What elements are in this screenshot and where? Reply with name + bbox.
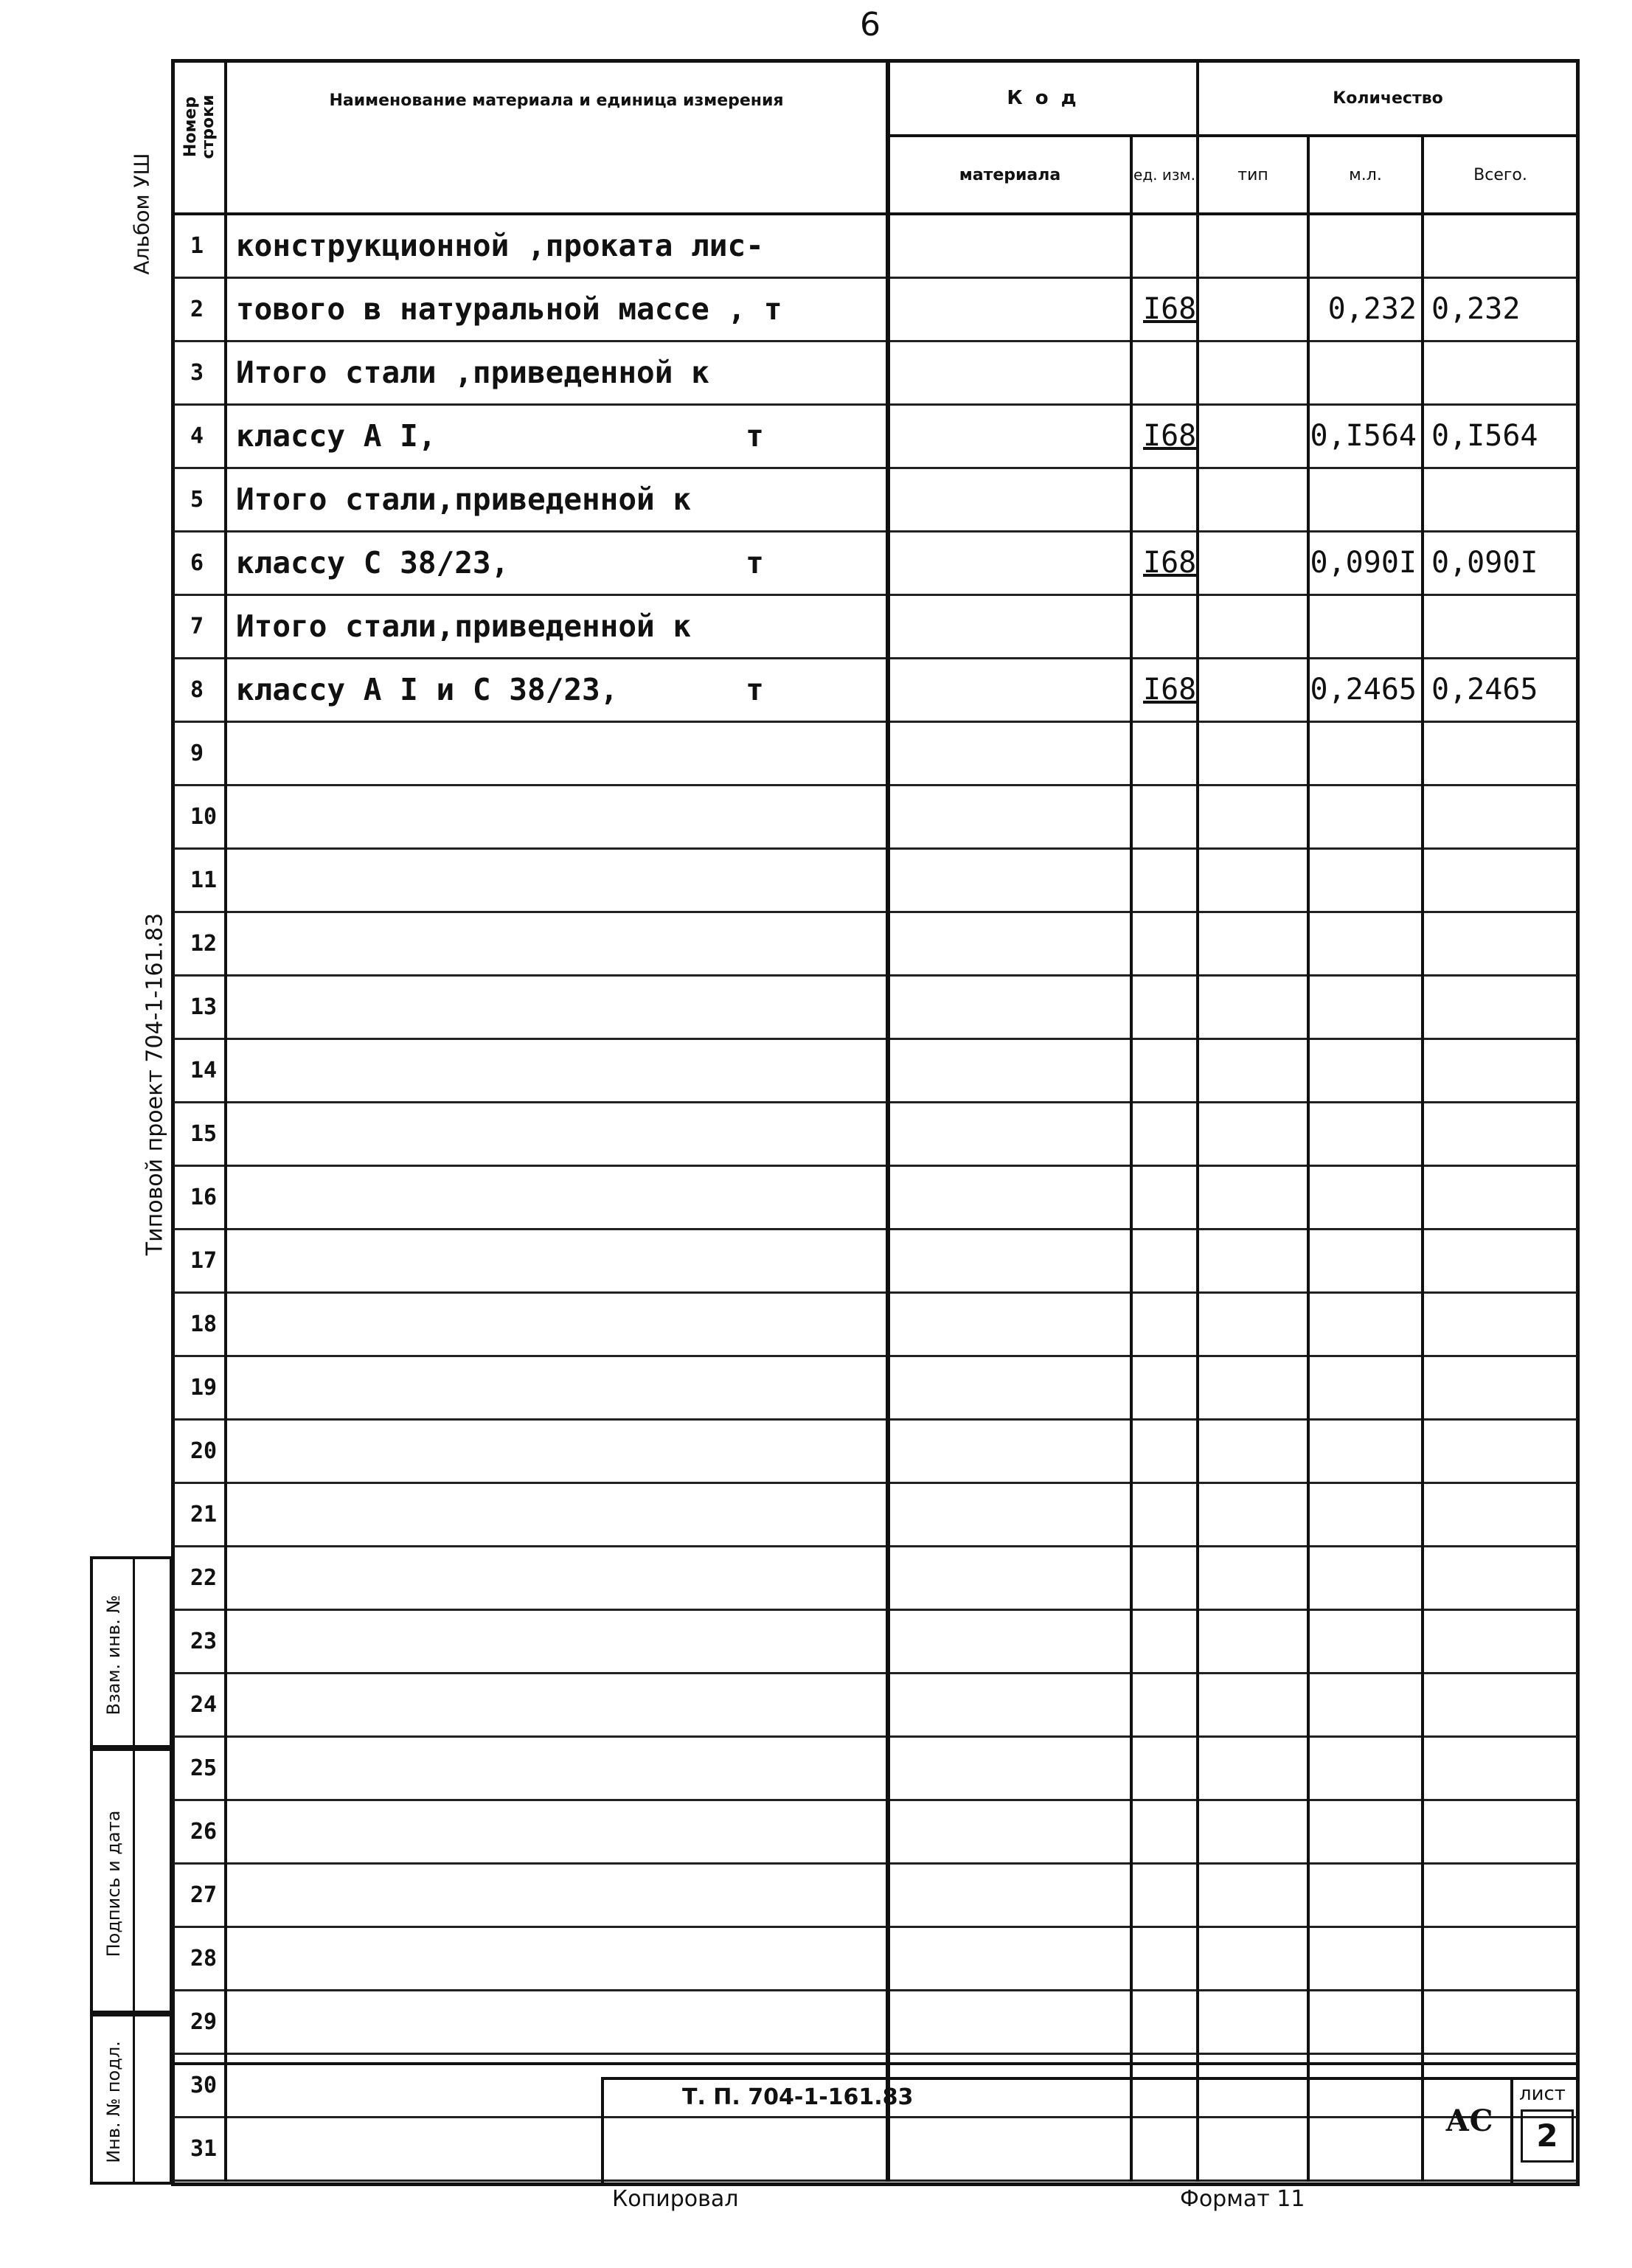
page-number: 6 xyxy=(860,6,881,44)
row-qty-type xyxy=(1198,785,1308,848)
table-row xyxy=(174,1673,1577,1736)
row-unit-code xyxy=(1131,594,1198,658)
row-unit-code xyxy=(1131,975,1198,1038)
header-qty-total: Всего. xyxy=(1423,136,1577,214)
row-number: 13 xyxy=(174,975,226,1038)
table-row xyxy=(174,1419,1577,1482)
row-material-code xyxy=(888,721,1131,785)
section-code: АС xyxy=(1445,2104,1493,2138)
row-number: 31 xyxy=(174,2117,226,2180)
row-name xyxy=(226,1546,888,1609)
row-qty-total xyxy=(1423,785,1577,848)
row-unit-code xyxy=(1131,1038,1198,1102)
row-number: 22 xyxy=(174,1546,226,1609)
row-material-code xyxy=(888,658,1131,721)
row-qty-ml: 0,090I xyxy=(1308,531,1423,594)
table-row xyxy=(174,1927,1577,1990)
row-qty-ml xyxy=(1308,341,1423,404)
header-qty-type: тип xyxy=(1198,136,1308,214)
stamp-label-signature: Подпись и дата xyxy=(103,1810,124,1957)
row-number: 6 xyxy=(174,531,226,594)
row-material-code xyxy=(888,1990,1131,2053)
row-qty-type xyxy=(1198,1736,1308,1800)
row-number: 11 xyxy=(174,848,226,912)
row-qty-ml xyxy=(1308,1356,1423,1419)
table-row xyxy=(174,1038,1577,1102)
stamp-replace-inv xyxy=(90,1556,173,1748)
row-name xyxy=(226,1356,888,1419)
stamp-label-replace: Взам. инв. № xyxy=(103,1595,124,1716)
row-qty-total xyxy=(1423,1546,1577,1609)
project-label: Типовой проект 704-1-161.83 xyxy=(142,912,168,1256)
row-number: 16 xyxy=(174,1165,226,1229)
table-row xyxy=(174,1990,1577,2053)
row-unit-code xyxy=(1131,341,1198,404)
row-material-code xyxy=(888,1800,1131,1863)
row-qty-ml xyxy=(1308,214,1423,277)
row-material-code xyxy=(888,341,1131,404)
row-unit-code xyxy=(1131,1736,1198,1800)
row-unit-code xyxy=(1131,1609,1198,1673)
row-unit-code xyxy=(1131,785,1198,848)
row-qty-type xyxy=(1198,531,1308,594)
row-material-code xyxy=(888,1038,1131,1102)
specification-table xyxy=(174,62,1577,2182)
row-unit-code xyxy=(1131,1165,1198,1229)
row-number: 14 xyxy=(174,1038,226,1102)
row-qty-total xyxy=(1423,975,1577,1038)
row-qty-ml xyxy=(1308,785,1423,848)
row-number: 21 xyxy=(174,1482,226,1546)
row-qty-type xyxy=(1198,1292,1308,1356)
row-qty-ml xyxy=(1308,1673,1423,1736)
row-qty-ml: 0,2465 xyxy=(1308,658,1423,721)
header-quantity: Количество xyxy=(1198,62,1577,136)
table-row xyxy=(174,1546,1577,1609)
row-qty-type xyxy=(1198,404,1308,468)
header-qty-ml: м.л. xyxy=(1308,136,1423,214)
row-qty-total xyxy=(1423,1356,1577,1419)
row-name xyxy=(226,1419,888,1482)
row-qty-type xyxy=(1198,1038,1308,1102)
row-qty-total xyxy=(1423,594,1577,658)
row-name xyxy=(226,975,888,1038)
row-qty-ml xyxy=(1308,1736,1423,1800)
row-material-code xyxy=(888,785,1131,848)
row-name xyxy=(226,1609,888,1673)
row-name xyxy=(226,1038,888,1102)
row-unit-code xyxy=(1131,214,1198,277)
row-qty-ml xyxy=(1308,1292,1423,1356)
row-qty-total: 0,2465 xyxy=(1423,658,1577,721)
row-material-code xyxy=(888,214,1131,277)
row-qty-total xyxy=(1423,721,1577,785)
row-number: 19 xyxy=(174,1356,226,1419)
sheet-number: 2 xyxy=(1521,2109,1574,2163)
row-name: Итого стали ,приведенной к xyxy=(226,341,888,404)
row-qty-ml xyxy=(1308,912,1423,975)
row-material-code xyxy=(888,975,1131,1038)
row-number: 8 xyxy=(174,658,226,721)
row-unit-code xyxy=(1131,1419,1198,1482)
row-qty-type xyxy=(1198,1482,1308,1546)
row-qty-total xyxy=(1423,214,1577,277)
row-name xyxy=(226,1863,888,1927)
row-qty-total: 0,090I xyxy=(1423,531,1577,594)
row-material-code xyxy=(888,1229,1131,1292)
row-name xyxy=(226,1165,888,1229)
row-number: 28 xyxy=(174,1927,226,1990)
row-unit-code: I68 xyxy=(1131,404,1198,468)
table-row xyxy=(174,341,1577,404)
row-qty-ml xyxy=(1308,721,1423,785)
row-qty-ml xyxy=(1308,1102,1423,1165)
row-unit-code: I68 xyxy=(1131,277,1198,341)
row-qty-total xyxy=(1423,1736,1577,1800)
row-number: 23 xyxy=(174,1609,226,1673)
row-unit-code xyxy=(1131,1356,1198,1419)
row-name: конструкционной ,проката лис- xyxy=(226,214,888,277)
row-number: 29 xyxy=(174,1990,226,2053)
row-number: 20 xyxy=(174,1419,226,1482)
stamp-original-inv xyxy=(90,2014,173,2185)
table-row xyxy=(174,785,1577,848)
row-material-code xyxy=(888,1165,1131,1229)
row-qty-type xyxy=(1198,975,1308,1038)
table-row xyxy=(174,1165,1577,1229)
row-qty-type xyxy=(1198,1673,1308,1736)
row-unit-code xyxy=(1131,912,1198,975)
row-qty-total xyxy=(1423,1673,1577,1736)
row-qty-type xyxy=(1198,721,1308,785)
row-qty-ml xyxy=(1308,1482,1423,1546)
row-qty-total xyxy=(1423,848,1577,912)
row-qty-type xyxy=(1198,1863,1308,1927)
row-qty-ml xyxy=(1308,1800,1423,1863)
row-material-code xyxy=(888,1609,1131,1673)
row-name: классу С 38/23, т xyxy=(226,531,888,594)
row-qty-type xyxy=(1198,912,1308,975)
row-unit-code xyxy=(1131,721,1198,785)
format-label: Формат 11 xyxy=(1180,2186,1305,2212)
row-qty-total xyxy=(1423,1990,1577,2053)
stamp-label-original: Инв. № подл. xyxy=(103,2041,124,2163)
row-unit-code xyxy=(1131,1102,1198,1165)
row-material-code xyxy=(888,1482,1131,1546)
row-qty-ml xyxy=(1308,1546,1423,1609)
row-name xyxy=(226,848,888,912)
project-code: Т. П. 704-1-161.83 xyxy=(682,2084,914,2110)
table-row xyxy=(174,404,1577,468)
row-number: 5 xyxy=(174,468,226,531)
table-row xyxy=(174,975,1577,1038)
row-qty-total xyxy=(1423,1927,1577,1990)
row-qty-total xyxy=(1423,1609,1577,1673)
row-material-code xyxy=(888,404,1131,468)
row-name xyxy=(226,1292,888,1356)
row-qty-ml xyxy=(1308,975,1423,1038)
row-qty-ml xyxy=(1308,1038,1423,1102)
row-qty-ml xyxy=(1308,468,1423,531)
row-material-code xyxy=(888,277,1131,341)
table-row xyxy=(174,468,1577,531)
album-label: Альбом УШ xyxy=(129,153,154,275)
row-qty-total xyxy=(1423,1863,1577,1927)
row-name: Итого стали,приведенной к xyxy=(226,468,888,531)
row-qty-total xyxy=(1423,1419,1577,1482)
row-name xyxy=(226,1482,888,1546)
row-qty-total xyxy=(1423,468,1577,531)
row-unit-code xyxy=(1131,1863,1198,1927)
table-row xyxy=(174,721,1577,785)
row-unit-code xyxy=(1131,1546,1198,1609)
table-row xyxy=(174,1356,1577,1419)
row-qty-ml xyxy=(1308,1229,1423,1292)
row-unit-code xyxy=(1131,468,1198,531)
row-qty-ml xyxy=(1308,594,1423,658)
row-unit-code xyxy=(1131,1482,1198,1546)
row-qty-total xyxy=(1423,1165,1577,1229)
row-material-code xyxy=(888,912,1131,975)
row-unit-code xyxy=(1131,1229,1198,1292)
row-number: 9 xyxy=(174,721,226,785)
row-qty-ml xyxy=(1308,1609,1423,1673)
row-number: 3 xyxy=(174,341,226,404)
row-qty-total xyxy=(1423,1800,1577,1863)
row-qty-type xyxy=(1198,594,1308,658)
row-number: 7 xyxy=(174,594,226,658)
row-qty-total: 0,I564 xyxy=(1423,404,1577,468)
row-number: 12 xyxy=(174,912,226,975)
row-qty-type xyxy=(1198,1165,1308,1229)
row-material-code xyxy=(888,848,1131,912)
row-qty-type xyxy=(1198,848,1308,912)
row-unit-code: I68 xyxy=(1131,658,1198,721)
row-qty-ml xyxy=(1308,1165,1423,1229)
table-row xyxy=(174,1736,1577,1800)
row-qty-ml xyxy=(1308,1419,1423,1482)
row-unit-code: I68 xyxy=(1131,531,1198,594)
row-qty-type xyxy=(1198,277,1308,341)
row-qty-ml xyxy=(1308,1990,1423,2053)
row-qty-type xyxy=(1198,214,1308,277)
row-qty-type xyxy=(1198,1229,1308,1292)
row-unit-code xyxy=(1131,1292,1198,1356)
table-row xyxy=(174,1292,1577,1356)
table-row xyxy=(174,1609,1577,1673)
table-row xyxy=(174,1229,1577,1292)
row-name xyxy=(226,1673,888,1736)
row-qty-type xyxy=(1198,1990,1308,2053)
row-name xyxy=(226,785,888,848)
header-code: К о д xyxy=(888,62,1198,136)
copied-label: Копировал xyxy=(612,2186,739,2212)
row-qty-type xyxy=(1198,1102,1308,1165)
row-name xyxy=(226,1102,888,1165)
row-name xyxy=(226,721,888,785)
row-qty-total xyxy=(1423,912,1577,975)
row-material-code xyxy=(888,1356,1131,1419)
row-unit-code xyxy=(1131,848,1198,912)
row-unit-code xyxy=(1131,1800,1198,1863)
row-qty-type xyxy=(1198,1609,1308,1673)
row-number: 10 xyxy=(174,785,226,848)
row-number: 26 xyxy=(174,1800,226,1863)
header-code-material: материала xyxy=(888,136,1131,214)
table-row xyxy=(174,1482,1577,1546)
row-material-code xyxy=(888,468,1131,531)
sheet-label: лист xyxy=(1519,2083,1566,2105)
row-name xyxy=(226,1229,888,1292)
row-qty-type xyxy=(1198,1927,1308,1990)
row-unit-code xyxy=(1131,1990,1198,2053)
row-qty-total: 0,232 xyxy=(1423,277,1577,341)
row-qty-type xyxy=(1198,1356,1308,1419)
row-material-code xyxy=(888,531,1131,594)
row-name: тового в натуральной массе , т xyxy=(226,277,888,341)
row-name xyxy=(226,1736,888,1800)
row-qty-ml xyxy=(1308,848,1423,912)
row-qty-ml: 0,232 xyxy=(1308,277,1423,341)
header-row-number: Номер строки xyxy=(174,62,226,214)
table-row xyxy=(174,277,1577,341)
row-number: 15 xyxy=(174,1102,226,1165)
row-material-code xyxy=(888,1673,1131,1736)
row-qty-total xyxy=(1423,1102,1577,1165)
row-qty-ml xyxy=(1308,1927,1423,1990)
row-unit-code xyxy=(1131,1673,1198,1736)
row-number: 25 xyxy=(174,1736,226,1800)
row-qty-total xyxy=(1423,1038,1577,1102)
row-qty-type xyxy=(1198,341,1308,404)
table-row xyxy=(174,912,1577,975)
row-qty-total xyxy=(1423,1482,1577,1546)
row-name: классу А I, т xyxy=(226,404,888,468)
row-qty-total xyxy=(1423,1229,1577,1292)
row-qty-ml xyxy=(1308,1863,1423,1927)
row-name xyxy=(226,912,888,975)
table-row xyxy=(174,1800,1577,1863)
row-material-code xyxy=(888,1102,1131,1165)
row-name xyxy=(226,1990,888,2053)
row-qty-type xyxy=(1198,468,1308,531)
row-qty-type xyxy=(1198,1419,1308,1482)
row-qty-type xyxy=(1198,1800,1308,1863)
row-name xyxy=(226,1927,888,1990)
table-row xyxy=(174,658,1577,721)
row-name: Итого стали,приведенной к xyxy=(226,594,888,658)
row-qty-total xyxy=(1423,1292,1577,1356)
row-material-code xyxy=(888,1419,1131,1482)
header-code-unit: ед. изм. xyxy=(1131,136,1198,214)
row-number: 4 xyxy=(174,404,226,468)
row-number: 2 xyxy=(174,277,226,341)
row-material-code xyxy=(888,1546,1131,1609)
row-number: 27 xyxy=(174,1863,226,1927)
table-row xyxy=(174,214,1577,277)
row-name: классу А I и С 38/23, т xyxy=(226,658,888,721)
header-name: Наименование материала и единица измерения xyxy=(226,62,888,214)
row-material-code xyxy=(888,1863,1131,1927)
row-material-code xyxy=(888,1736,1131,1800)
row-qty-type xyxy=(1198,1546,1308,1609)
row-qty-total xyxy=(1423,341,1577,404)
table-row xyxy=(174,1102,1577,1165)
row-unit-code xyxy=(1131,1927,1198,1990)
row-name xyxy=(226,1800,888,1863)
row-material-code xyxy=(888,1927,1131,1990)
row-number: 17 xyxy=(174,1229,226,1292)
table-row xyxy=(174,848,1577,912)
row-qty-ml: 0,I564 xyxy=(1308,404,1423,468)
row-number: 24 xyxy=(174,1673,226,1736)
row-number: 1 xyxy=(174,214,226,277)
table-row xyxy=(174,531,1577,594)
stamp-signature-date xyxy=(90,1748,173,2014)
table-row xyxy=(174,594,1577,658)
row-number: 30 xyxy=(174,2053,226,2117)
row-qty-type xyxy=(1198,658,1308,721)
row-number: 18 xyxy=(174,1292,226,1356)
table-row xyxy=(174,1863,1577,1927)
row-material-code xyxy=(888,594,1131,658)
row-material-code xyxy=(888,1292,1131,1356)
